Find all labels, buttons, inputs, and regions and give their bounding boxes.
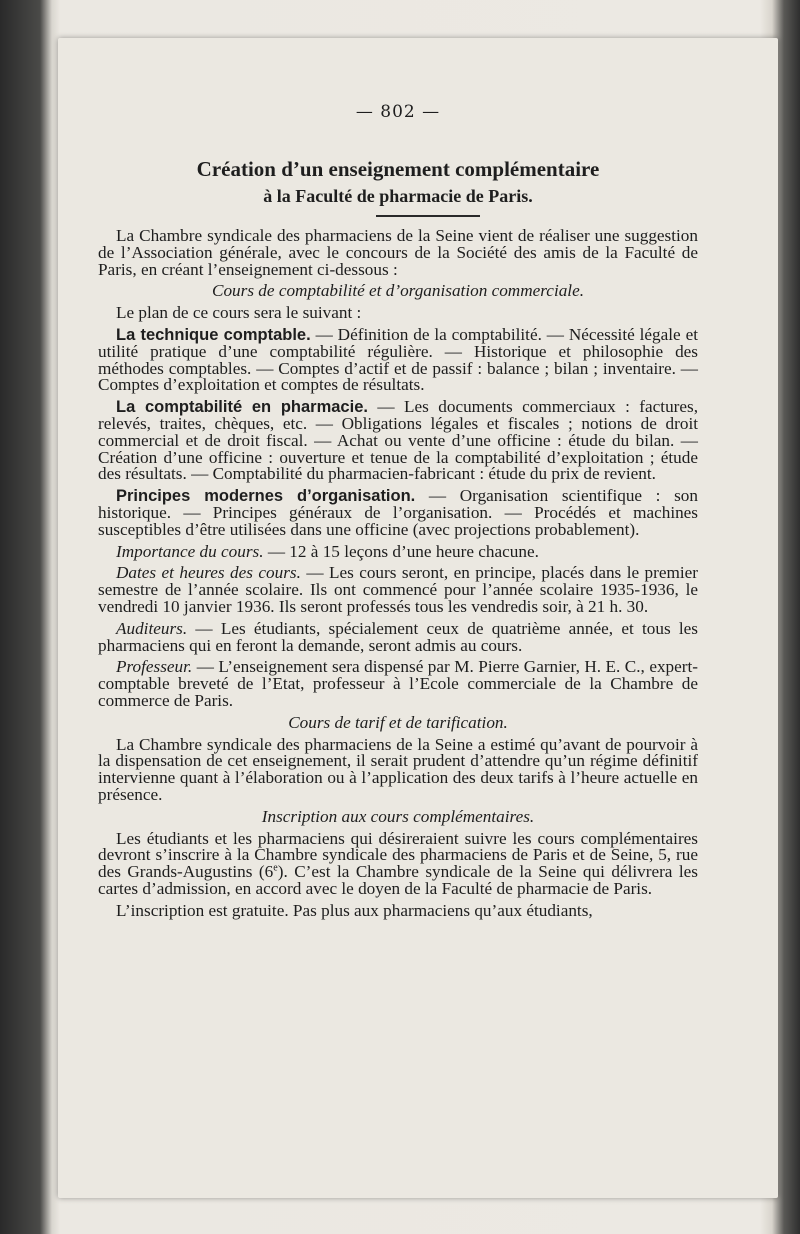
paragraph-tarif: La Chambre syndicale des pharmaciens de la Seine a estimé qu’avant de pourvoir à la dispensation de cet enseignement, il serait prudent d’attendre qu’un régime définitif intervienne quant à l’élaboration ou à l’application des deux tarifs à l’heure actuelle en présence. [98, 734, 698, 804]
paragraph-principes [98, 488, 698, 538]
label-dates: Dates et heures des cours. [116, 563, 301, 583]
paragraph-importance [98, 541, 698, 561]
title-rule [376, 215, 480, 217]
text-inscription-end: ). C’est la Chambre syndicale de la Seine qui délivrera les cartes d’admission, en accord avec le doyen de la Faculté de pharmacie de Paris. [98, 862, 698, 898]
section-heading-inscription: Inscription aux cours complémentaires. [261, 806, 535, 826]
text-pharmacie: — Les documents commerciaux : factures, relevés, traites, chèques, etc. — Obligations légales et fiscales ; notions de droit commercial et de droit fiscal. — Achat ou vente d’une officine : étude du bilan. — Création d’une officine : ouverture et tenue de la comptabilité d’exploitation ; étude des résultats. — Comptabilité du pharmacien-fabricant : étude du prix de revient. [98, 397, 698, 484]
text-dates: — Les cours seront, en principe, placés dans le premier semestre de l’année scolaire. Ils ont commencé pour l’année scolaire 1935-1936, le vendredi 10 janvier 1936. Ils seront professés tous les vendredis soir, à 21 h. 30. [98, 563, 698, 616]
paragraph-professeur [98, 659, 698, 709]
paragraph-auditeurs [98, 618, 698, 655]
label-pharmacie: La comptabilité en pharmacie. [116, 398, 368, 417]
section-heading-tarif: Cours de tarif et de tarification. [288, 712, 508, 732]
label-auditeurs: Auditeurs. [116, 618, 188, 638]
label-professeur: Professeur. [116, 657, 193, 677]
text-principes: — Organisation scientifique : son historique. — Principes généraux de l’organisation. — Procédés et machines susceptibles d’être utilisées dans une officine (avec projections probablement). [98, 486, 698, 539]
intro-paragraph: La Chambre syndicale des pharmaciens de la Seine vient de réaliser une suggestion de l’Association générale, avec le concours de la Société des amis de la Faculté de Paris, en créant l’enseignement ci-dessous : [98, 226, 698, 279]
title-line-2: à la Faculté de pharmacie de Paris. [263, 186, 533, 206]
text-inscription-start: Les étudiants et les pharmaciens qui désireraient suivre les cours complémentaires devront s’inscrire à la Chambre syndicale des pharmaciens de Paris et de Seine, 5, rue des Grands-Augustins (6 [98, 828, 698, 882]
text-professeur: — L’enseignement sera dispensé par M. Pierre Garnier, H. E. C., expert-comptable breveté de l’Etat, professeur à l’Ecole commerciale de la Chambre de commerce de Paris. [98, 657, 698, 710]
text-importance: — 12 à 15 leçons d’une heure chacune. [263, 541, 539, 561]
label-technique: La technique comptable. [116, 325, 311, 344]
paragraph-inscription [98, 828, 698, 898]
text-technique: — Définition de la comptabilité. — Nécessité légale et utilité pratique d’une comptabilité régulière. — Historique et philosophie des méthodes comptables. — Comptes d’actif et de passif : balance ; bilan ; inventaire. — Comptes d’exploitation et comptes de résultats. [98, 324, 698, 395]
text-auditeurs: — Les étudiants, spécialement ceux de quatrième année, et tous les pharmaciens qui en feront la demande, seront admis au cours. [98, 618, 698, 655]
page-number: — 802 — [355, 102, 441, 122]
paragraph-pharmacie [98, 399, 698, 483]
superscript-e: e [273, 862, 278, 874]
title-line-1: Création d’un enseignement complémentaire [196, 157, 600, 181]
paragraph-last-line: L’inscription est gratuite. Pas plus aux pharmaciens qu’aux étudiants, [116, 900, 593, 920]
paragraph-dates [98, 565, 698, 615]
paragraph-technique [98, 324, 698, 395]
label-principes: Principes modernes d’organisation. [116, 487, 416, 506]
section-heading-comptabilite: Cours de comptabilité et d’organisation commerciale. [211, 281, 585, 301]
plan-intro: Le plan de ce cours sera le suivant : [116, 303, 362, 323]
article-body [98, 228, 698, 924]
label-importance: Importance du cours. [116, 541, 264, 561]
